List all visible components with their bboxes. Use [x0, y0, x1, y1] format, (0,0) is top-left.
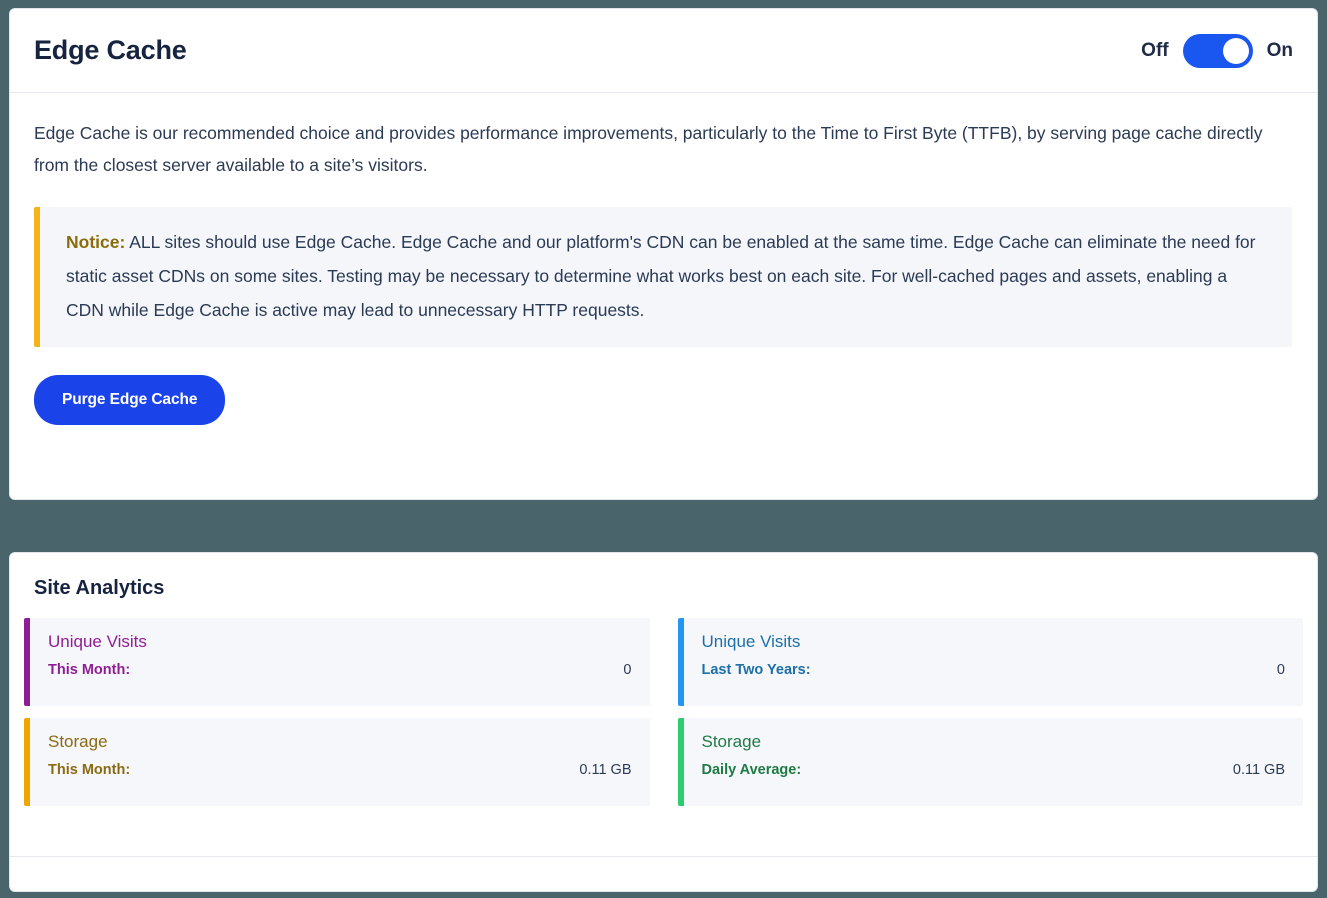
stat-card	[678, 618, 1304, 706]
notice-text	[66, 225, 1266, 327]
page-title: Edge Cache	[34, 35, 187, 65]
stat-card	[24, 618, 650, 706]
stat-card	[678, 718, 1304, 806]
stat-value: 0	[1276, 662, 1285, 678]
toggle-knob	[1223, 38, 1249, 64]
site-analytics-card	[9, 552, 1318, 892]
edge-cache-footer	[10, 347, 1317, 425]
stat-title: Storage	[48, 732, 108, 751]
edge-cache-description: Edge Cache is our recommended choice and provides performance improvements, particularly to the Time to First Byte (TTFB), by serving page cache directly from the closest server available to a site’s visitors.	[34, 123, 1263, 175]
stat-value: 0	[623, 662, 632, 678]
edge-cache-header	[10, 9, 1317, 93]
stat-title: Unique Visits	[48, 632, 147, 651]
stat-card	[24, 718, 650, 806]
stat-value: 0.11 GB	[1232, 762, 1285, 778]
stat-label: Last Two Years:	[701, 662, 811, 678]
notice-label: Notice:	[66, 232, 126, 252]
notice-box	[34, 207, 1292, 347]
stat-row	[48, 762, 632, 778]
notice-body: ALL sites should use Edge Cache. Edge Cache and our platform's CDN can be enabled at the same time. Edge Cache can eliminate the need for static asset CDNs on some sites. Testing may be necessary to determine what works best on each site. For well-cached pages and assets, enabling a CDN while Edge Cache is active may lead to unnecessary HTTP requests.	[66, 232, 1256, 320]
divider	[10, 856, 1317, 857]
stat-title: Storage	[701, 732, 762, 751]
stat-row	[702, 662, 1286, 678]
stat-label: Daily Average:	[701, 762, 802, 778]
stat-row	[48, 662, 632, 678]
stat-title: Unique Visits	[701, 632, 801, 651]
toggle-on-label: On	[1266, 39, 1293, 61]
stat-label: This Month:	[48, 662, 131, 678]
edge-cache-card	[9, 8, 1318, 500]
stat-value: 0.11 GB	[579, 762, 632, 778]
purge-edge-cache-button[interactable]: Purge Edge Cache	[34, 375, 225, 425]
edge-cache-toggle[interactable]	[1183, 34, 1253, 68]
site-analytics-title: Site Analytics	[34, 577, 165, 599]
stat-row	[702, 762, 1286, 778]
edge-cache-toggle-group	[1141, 34, 1293, 68]
stat-label: This Month:	[48, 762, 131, 778]
site-analytics-stats	[24, 618, 1303, 806]
toggle-off-label: Off	[1141, 39, 1169, 61]
edge-cache-body	[10, 93, 1317, 347]
